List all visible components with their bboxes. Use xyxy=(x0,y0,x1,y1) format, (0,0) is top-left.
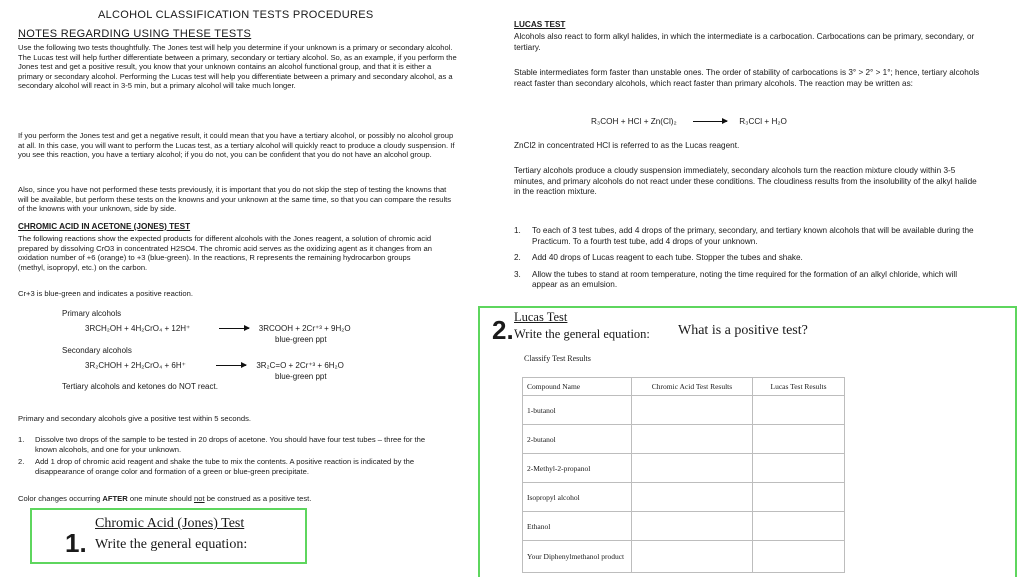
lucas-paragraph-3: ZnCl2 in concentrated HCl is referred to as the Lucas reagent. xyxy=(514,141,740,150)
secondary-note: blue-green ppt xyxy=(275,372,327,381)
chromic-acid-result-cell[interactable] xyxy=(632,541,753,573)
cr-note: Cr+3 is blue-green and indicates a positive reaction. xyxy=(18,289,193,298)
table-row xyxy=(523,512,845,541)
compound-name: 2-butanol xyxy=(523,425,632,454)
notes-heading: NOTES REGARDING USING THESE TESTS xyxy=(18,28,252,40)
step-number: 2. xyxy=(18,457,25,467)
column-header: Chromic Acid Test Results xyxy=(632,378,753,396)
box1-number: 1. xyxy=(65,528,87,558)
box2-number: 2. xyxy=(492,315,514,345)
lucas-heading: LUCAS TEST xyxy=(514,20,566,29)
step-text: Dissolve two drops of the sample to be tested in 20 drops of acetone. You should have four test tubes – three for the known alcohols, and one for your unknown. xyxy=(35,435,426,454)
chromic-acid-result-cell[interactable] xyxy=(632,512,753,541)
column-header: Lucas Test Results xyxy=(753,378,845,396)
compound-name: 2-Methyl-2-propanol xyxy=(523,454,632,483)
primary-reactants: 3RCH₂OH + 4H₂CrO₄ + 12H⁺ xyxy=(85,324,191,333)
list-item xyxy=(18,435,448,454)
lucas-paragraph-2: Stable intermediates form faster than unstable ones. The order of stability of carbocations is 3° > 2° > 1°; hence, tertiary alcohols react faster than secondary alcohols, which react faster than primary alcohols. The reaction may be written as: xyxy=(514,68,980,88)
step-text: Add 1 drop of chromic acid reagent and shake the tube to mix the contents. A positive reaction is indicated by the disappearance of orange color and formation of a green or blue-green precipitate. xyxy=(35,457,415,476)
primary-products: 3RCOOH + 2Cr⁺³ + 9H₂O xyxy=(258,324,351,333)
primary-note: blue-green ppt xyxy=(275,335,327,344)
lucas-result-cell[interactable] xyxy=(753,425,845,454)
page-title: ALCOHOL CLASSIFICATION TESTS PROCEDURES xyxy=(98,9,374,21)
lucas-reactants: R₃COH + HCl + Zn(Cl)₂ xyxy=(591,117,677,126)
lucas-result-cell[interactable] xyxy=(753,512,845,541)
table-row xyxy=(523,483,845,512)
table-row xyxy=(523,396,845,425)
step-text: Add 40 drops of Lucas reagent to each tube. Stopper the tubes and shake. xyxy=(532,253,803,262)
notes-paragraph-1: Use the following two tests thoughtfully. The Jones test will help you determine if your unknown is a primary or secondary alcohol. The Lucas test will help further differentiate between a primary, secondary or tertiary alcohol. So, as an example, if you perform the Jones test and get a positive result, you know that your unknown contains an alcohol functional group, and that it is either a primary or secondary alcohol. Performing the Lucas test will help you differentiate between a primary and secondary alcohol, as a secondary alcohol will react in 3-5 min, but a primary alcohol will take much longer. xyxy=(18,43,457,91)
box2-title: Lucas Test xyxy=(514,310,568,324)
table-row xyxy=(523,425,845,454)
color-change-note xyxy=(18,494,311,504)
list-item xyxy=(514,253,979,264)
step-text: Allow the tubes to stand at room temperature, noting the time required for the formation of an alkyl chloride, which will appear as an emulsion. xyxy=(532,269,958,289)
chromic-acid-result-cell[interactable] xyxy=(632,425,753,454)
box1-prompt: Write the general equation: xyxy=(95,537,248,552)
compound-name: Ethanol xyxy=(523,512,632,541)
chromic-acid-result-cell[interactable] xyxy=(632,483,753,512)
secondary-reactants: 3R₂CHOH + 2H₂CrO₄ + 6H⁺ xyxy=(85,361,186,370)
lucas-products: R₃CCl + H₂O xyxy=(739,117,787,126)
lucas-result-cell[interactable] xyxy=(753,541,845,573)
step-number: 3. xyxy=(514,269,521,279)
notes-paragraph-3: Also, since you have not performed these tests previously, it is important that you do not skip the step of testing the knowns that will be available, but perform these tests on the knowns and your unknown at the same time, so that you can compare the results of the knowns with your unknown, side by side. xyxy=(18,185,452,214)
list-item xyxy=(18,457,448,476)
compound-name: Isopropyl alcohol xyxy=(523,483,632,512)
box2-question: What is a positive test? xyxy=(678,323,808,338)
tertiary-note: Tertiary alcohols and ketones do NOT react. xyxy=(62,382,218,391)
reaction-arrow-icon xyxy=(216,365,246,366)
results-table xyxy=(522,377,845,573)
step-number: 1. xyxy=(514,226,521,235)
secondary-products: 3R₂C=O + 2Cr⁺³ + 6H₂O xyxy=(256,361,344,370)
jones-heading: CHROMIC ACID IN ACETONE (JONES) TEST xyxy=(18,222,191,231)
step-number: 1. xyxy=(18,435,25,444)
box1-title: Chromic Acid (Jones) Test xyxy=(95,516,245,531)
color-change-text: be construed as a positive test. xyxy=(204,494,312,503)
reaction-arrow-icon xyxy=(219,328,249,329)
color-change-emphasis: AFTER xyxy=(102,494,128,503)
secondary-equation xyxy=(85,361,344,370)
list-item xyxy=(514,226,979,247)
chromic-acid-result-cell[interactable] xyxy=(632,396,753,425)
compound-name: 1-butanol xyxy=(523,396,632,425)
jones-paragraph: The following reactions show the expected products for different alcohols with the Jones reagent, a solution of chromic acid prepared by dissolving CrO3 in concentrated H2SO4. The chromic acid serves as the oxidizing agent as it changes from an oxidation number of +6 (orange) to +3 (blue-green). In the reactions, R represents the remaining hydrocarbon groups (methyl, isopropyl, etc.) on the carbon. xyxy=(18,234,432,272)
jones-steps xyxy=(18,435,448,476)
positive-within-note: Primary and secondary alcohols give a positive test within 5 seconds. xyxy=(18,414,251,423)
reaction-arrow-icon xyxy=(693,121,727,122)
table-header-row xyxy=(523,378,845,396)
lucas-paragraph-4: Tertiary alcohols produce a cloudy suspension immediately, secondary alcohols turn the reaction mixture cloudy within 3-5 minutes, and primary alcohols do not react under these conditions. The cloudiness results from the insolubility of the alkyl halide in the reaction mixture. xyxy=(514,166,977,196)
step-text: To each of 3 test tubes, add 4 drops of the primary, secondary, and tertiary known alcohols that will be available during the Practicum. To a fourth test tube, add 4 drops of your unknown. xyxy=(532,226,974,246)
lucas-result-cell[interactable] xyxy=(753,454,845,483)
notes-paragraph-2: If you perform the Jones test and get a negative result, it could mean that you have a tertiary alcohol, or possibly no alcohol group at all. In this case, you will want to perform the Lucas test, as a tertiary alcohol will quickly react to produce a cloudy suspension. If you see this reaction, you have a tertiary alcohol; if you do not, you can be confident that you do not have an alcohol group. xyxy=(18,131,455,160)
color-change-text: one minute should xyxy=(127,494,195,503)
color-change-emphasis: not xyxy=(194,494,205,503)
compound-name: Your Diphenylmethanol product xyxy=(523,541,632,573)
color-change-text: Color changes occurring xyxy=(18,494,103,503)
primary-equation xyxy=(85,324,351,333)
lucas-equation xyxy=(591,117,787,128)
primary-label: Primary alcohols xyxy=(62,309,122,318)
lucas-steps xyxy=(514,226,979,291)
chromic-acid-result-cell[interactable] xyxy=(632,454,753,483)
lucas-result-cell[interactable] xyxy=(753,483,845,512)
table-row xyxy=(523,541,845,573)
lucas-result-cell[interactable] xyxy=(753,396,845,425)
classify-label: Classify Test Results xyxy=(524,354,591,363)
box2-prompt: Write the general equation: xyxy=(514,327,650,341)
secondary-label: Secondary alcohols xyxy=(62,346,132,355)
column-header: Compound Name xyxy=(523,378,632,396)
table-row xyxy=(523,454,845,483)
step-number: 2. xyxy=(514,253,521,262)
lucas-paragraph-1: Alcohols also react to form alkyl halides, in which the intermediate is a carbocation. Carbocations can be primary, secondary, or tertiary. xyxy=(514,32,975,52)
list-item xyxy=(514,270,979,291)
